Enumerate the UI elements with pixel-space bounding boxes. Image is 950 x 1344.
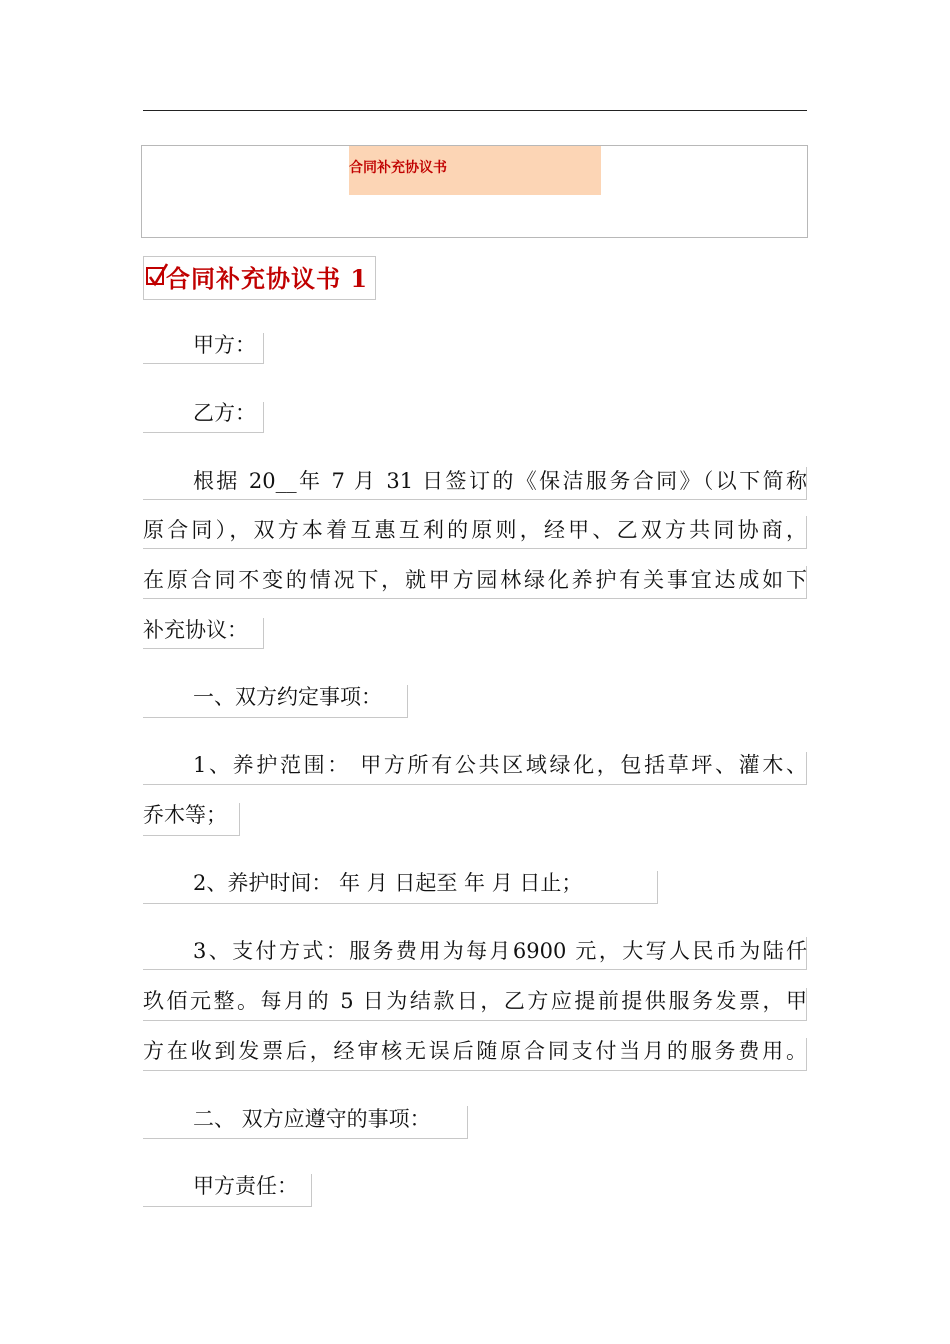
- header-rule: [143, 110, 807, 111]
- heading-text: 合同补充协议书 1: [166, 264, 369, 293]
- section-one-title: 一、双方约定事项：: [193, 685, 382, 709]
- item-three-line: 玖佰元整。每月的 5 日为结款日，乙方应提前提供服务发票，甲: [143, 989, 807, 1013]
- item-one-line: 乔木等；: [143, 803, 227, 827]
- item-two-line: 2、养护时间： 年 月 日起至 年 月 日止；: [193, 871, 583, 895]
- paragraph-line: 在原合同不变的情况下，就甲方园林绿化养护有关事宜达成如下: [143, 568, 807, 592]
- banner-title: 合同补充协议书: [349, 160, 447, 176]
- item-three-line: 方在收到发票后，经审核无误后随原合同支付当月的服务费用。: [143, 1039, 807, 1063]
- item-one-line: 1、养护范围： 甲方所有公共区域绿化，包括草坪、灌木、: [193, 753, 807, 777]
- party-a-label: 甲方：: [193, 333, 256, 357]
- item-three-line: 3、支付方式：服务费用为每月6900 元，大写人民币为陆仟: [193, 939, 807, 963]
- party-b-label: 乙方：: [193, 401, 256, 425]
- section-two-title: 二、 双方应遵守的事项：: [193, 1107, 431, 1131]
- paragraph-line: 根据 20__年 7 月 31 日签订的《保洁服务合同》（以下简称: [193, 469, 807, 493]
- section-heading: [143, 256, 376, 300]
- title-banner: [141, 145, 808, 238]
- paragraph-line: 补充协议：: [143, 618, 248, 642]
- paragraph-line: 原合同），双方本着互惠互利的原则，经甲、乙双方共同协商，: [143, 518, 807, 542]
- checkbox-icon: [146, 267, 164, 285]
- party-a-duty-label: 甲方责任：: [193, 1174, 298, 1198]
